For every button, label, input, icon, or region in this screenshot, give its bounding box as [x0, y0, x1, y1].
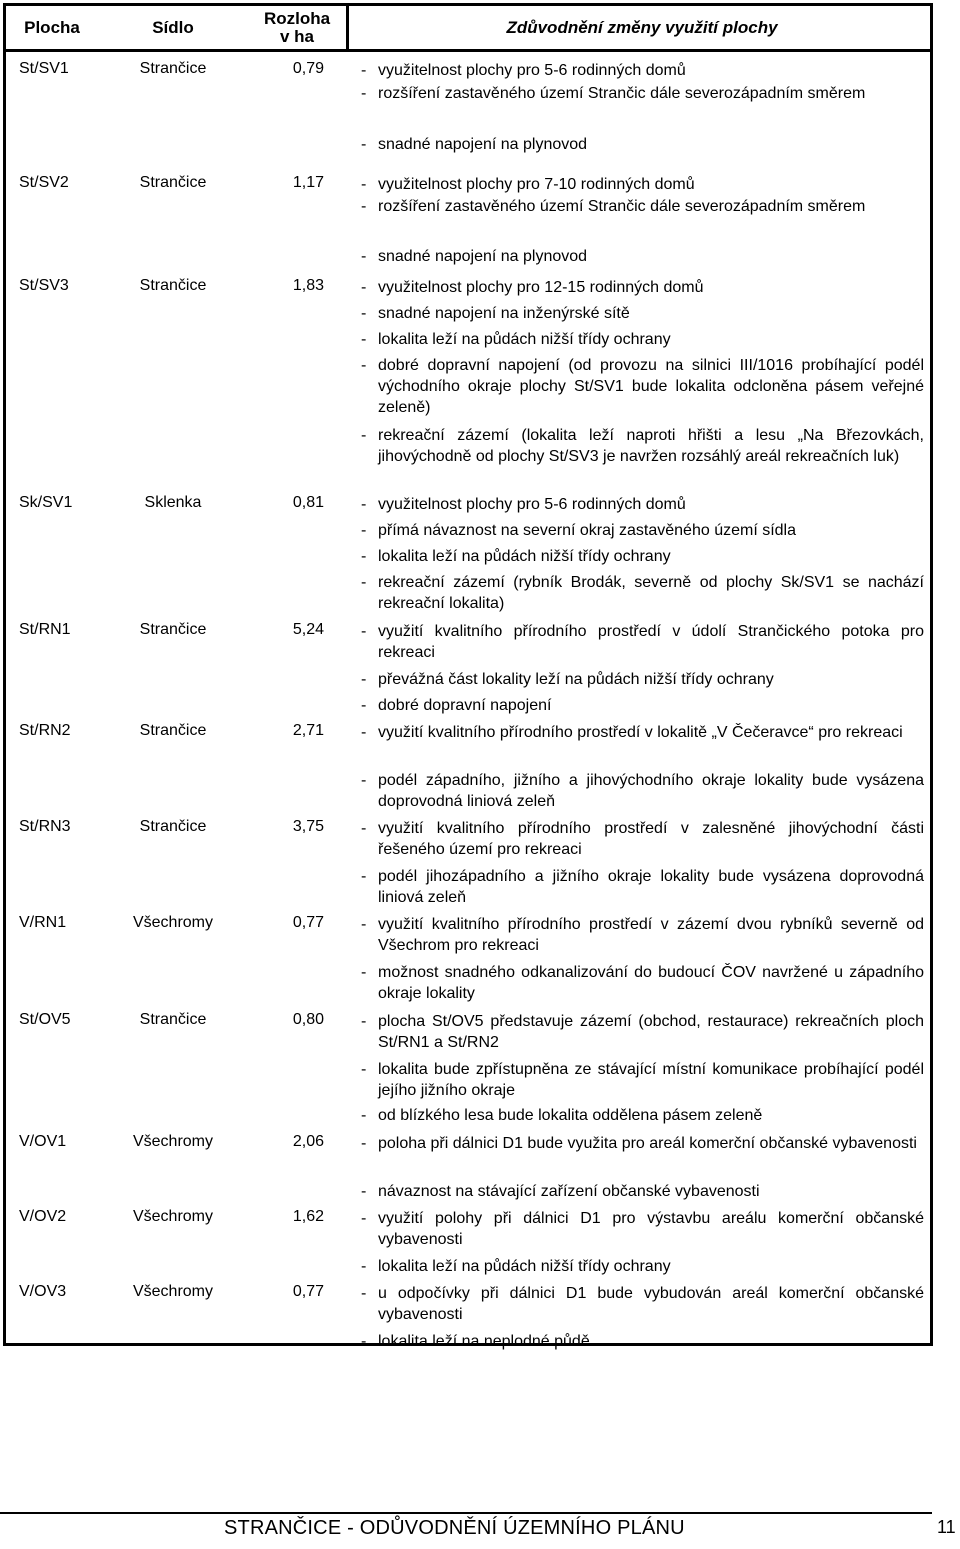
- row-plocha: St/RN2: [19, 722, 71, 739]
- reason-item: - lokalita leží na půdách nižší třídy ochrany: [361, 546, 924, 567]
- reason-item: - rozšíření zastavěného území Strančic dále severozápadním směrem: [361, 196, 924, 217]
- header-rozloha-line2: v ha: [279, 26, 315, 46]
- reason-item: - lokalita leží na půdách nižší třídy ochrany: [361, 1256, 924, 1277]
- reason-item: - využitelnost plochy pro 5-6 rodinných domů: [361, 494, 924, 515]
- row-sidlo: Strančice: [139, 174, 207, 191]
- row-plocha: V/RN1: [19, 914, 67, 931]
- row-sidlo: Strančice: [139, 621, 207, 638]
- row-plocha: St/SV1: [19, 60, 69, 77]
- row-plocha: Sk/SV1: [19, 494, 73, 511]
- row-plocha: St/SV3: [19, 277, 69, 294]
- row-rozloha: 5,24: [292, 621, 324, 638]
- row-sidlo: Všechromy: [132, 1133, 214, 1150]
- row-rozloha: 0,77: [292, 1283, 324, 1300]
- row-sidlo: Sklenka: [144, 494, 202, 511]
- row-rozloha: 1,83: [292, 277, 324, 294]
- reason-item: - dobré dopravní napojení (od provozu na silnici III/1016 probíhající podél východního okraje plochy St/SV1 bude lokalita odcloněna pásem veřejné zeleně): [361, 355, 924, 418]
- reason-item: - využití polohy při dálnici D1 pro výstavbu areálu komerční občanské vybavenosti: [361, 1208, 924, 1250]
- reason-item: - využití kvalitního přírodního prostředí v lokalitě „V Čečeravce“ pro rekreaci: [361, 722, 924, 743]
- reason-item: - využití kvalitního přírodního prostředí v zalesněné jihovýchodní části řešeného území pro rekreaci: [361, 818, 924, 860]
- reason-item: - využitelnost plochy pro 12-15 rodinných domů: [361, 277, 924, 298]
- reason-item: - od blízkého lesa bude lokalita oddělena pásem zeleně: [361, 1105, 924, 1126]
- reason-item: - snadné napojení na inženýrské sítě: [361, 303, 924, 324]
- page-number: 11: [937, 1517, 956, 1537]
- reason-item: - rekreační zázemí (rybník Brodák, severně od plochy Sk/SV1 se nachází rekreační lokalita): [361, 572, 924, 614]
- footer-title: STRANČICE - ODŮVODNĚNÍ ÚZEMNÍHO PLÁNU: [224, 1517, 685, 1539]
- reason-item: - poloha při dálnici D1 bude využita pro areál komerční občanské vybavenosti: [361, 1133, 924, 1154]
- row-plocha: St/RN1: [19, 621, 71, 638]
- reason-item: - přímá návaznost na severní okraj zastavěného území sídla: [361, 520, 924, 541]
- row-plocha: St/RN3: [19, 818, 71, 835]
- reason-item: - převážná část lokality leží na půdách nižší třídy ochrany: [361, 669, 924, 690]
- reason-item: - návaznost na stávající zařízení občanské vybavenosti: [361, 1181, 924, 1202]
- reason-item: - lokalita leží na půdách nižší třídy ochrany: [361, 329, 924, 350]
- header-sidlo: Sídlo: [152, 17, 194, 37]
- header-plocha: Plocha: [24, 17, 80, 37]
- row-rozloha: 1,17: [292, 174, 324, 191]
- reason-item: - využití kvalitního přírodního prostředí v údolí Strančického potoka pro rekreaci: [361, 621, 924, 663]
- row-plocha: St/OV5: [19, 1011, 71, 1028]
- reason-item: - podél západního, jižního a jihovýchodního okraje lokality bude vysázena doprovodná liniová zeleň: [361, 770, 924, 812]
- row-rozloha: 3,75: [292, 818, 324, 835]
- reason-item: - možnost snadného odkanalizování do budoucí ČOV navržené u západního okraje lokality: [361, 962, 924, 1004]
- row-sidlo: Strančice: [139, 277, 207, 294]
- row-sidlo: Všechromy: [132, 1208, 214, 1225]
- footer-rule: [0, 1512, 932, 1514]
- header-rozloha-line1: Rozloha: [263, 8, 331, 28]
- row-rozloha: 2,06: [292, 1133, 324, 1150]
- header-divider: [346, 6, 349, 49]
- table-header: [6, 6, 930, 52]
- row-rozloha: 0,81: [292, 494, 324, 511]
- row-plocha: St/SV2: [19, 174, 69, 191]
- row-rozloha: 2,71: [292, 722, 324, 739]
- reason-item: - snadné napojení na plynovod: [361, 246, 924, 267]
- reason-item: - rozšíření zastavěného území Strančic dále severozápadním směrem: [361, 83, 924, 104]
- header-zduvodneni: Zdůvodnění změny využití plochy: [506, 17, 778, 37]
- row-rozloha: 0,79: [292, 60, 324, 77]
- reason-item: - snadné napojení na plynovod: [361, 134, 924, 155]
- reason-item: - lokalita bude zpřístupněna ze stávající místní komunikace probíhající podél jejího jižního okraje: [361, 1059, 924, 1101]
- row-sidlo: Strančice: [139, 722, 207, 739]
- rationale-table: [3, 3, 933, 1350]
- row-sidlo: Strančice: [139, 60, 207, 77]
- row-plocha: V/OV3: [19, 1283, 67, 1300]
- row-sidlo: Všechromy: [132, 914, 214, 931]
- reason-item: - podél jihozápadního a jižního okraje lokality bude vysázena doprovodná liniová zeleň: [361, 866, 924, 908]
- row-rozloha: 1,62: [292, 1208, 324, 1225]
- reason-item: - využitelnost plochy pro 7-10 rodinných domů: [361, 174, 924, 195]
- row-plocha: V/OV1: [19, 1133, 67, 1150]
- row-sidlo: Strančice: [139, 818, 207, 835]
- row-sidlo: Strančice: [139, 1011, 207, 1028]
- reason-item: - rekreační zázemí (lokalita leží naproti hřišti a lesu „Na Březovkách, jihovýchodně od plochy St/SV3 je navržen rozsáhlý areál rekreačních luk): [361, 425, 924, 467]
- reason-item: - využitelnost plochy pro 5-6 rodinných domů: [361, 60, 924, 81]
- reason-item: - u odpočívky při dálnici D1 bude vybudován areál komerční občanské vybavenosti: [361, 1283, 924, 1325]
- row-rozloha: 0,77: [292, 914, 324, 931]
- reason-item: - plocha St/OV5 představuje zázemí (obchod, restaurace) rekreačních ploch St/RN1 a St/RN2: [361, 1011, 924, 1053]
- row-sidlo: Všechromy: [132, 1283, 214, 1300]
- reason-item: - dobré dopravní napojení: [361, 695, 924, 716]
- row-plocha: V/OV2: [19, 1208, 67, 1225]
- row-rozloha: 0,80: [292, 1011, 324, 1028]
- reason-item: - využití kvalitního přírodního prostředí v zázemí dvou rybníků severně od Všechrom pro rekreaci: [361, 914, 924, 956]
- reason-item: - lokalita leží na neplodné půdě: [361, 1331, 924, 1352]
- header-rozloha: [246, 6, 348, 49]
